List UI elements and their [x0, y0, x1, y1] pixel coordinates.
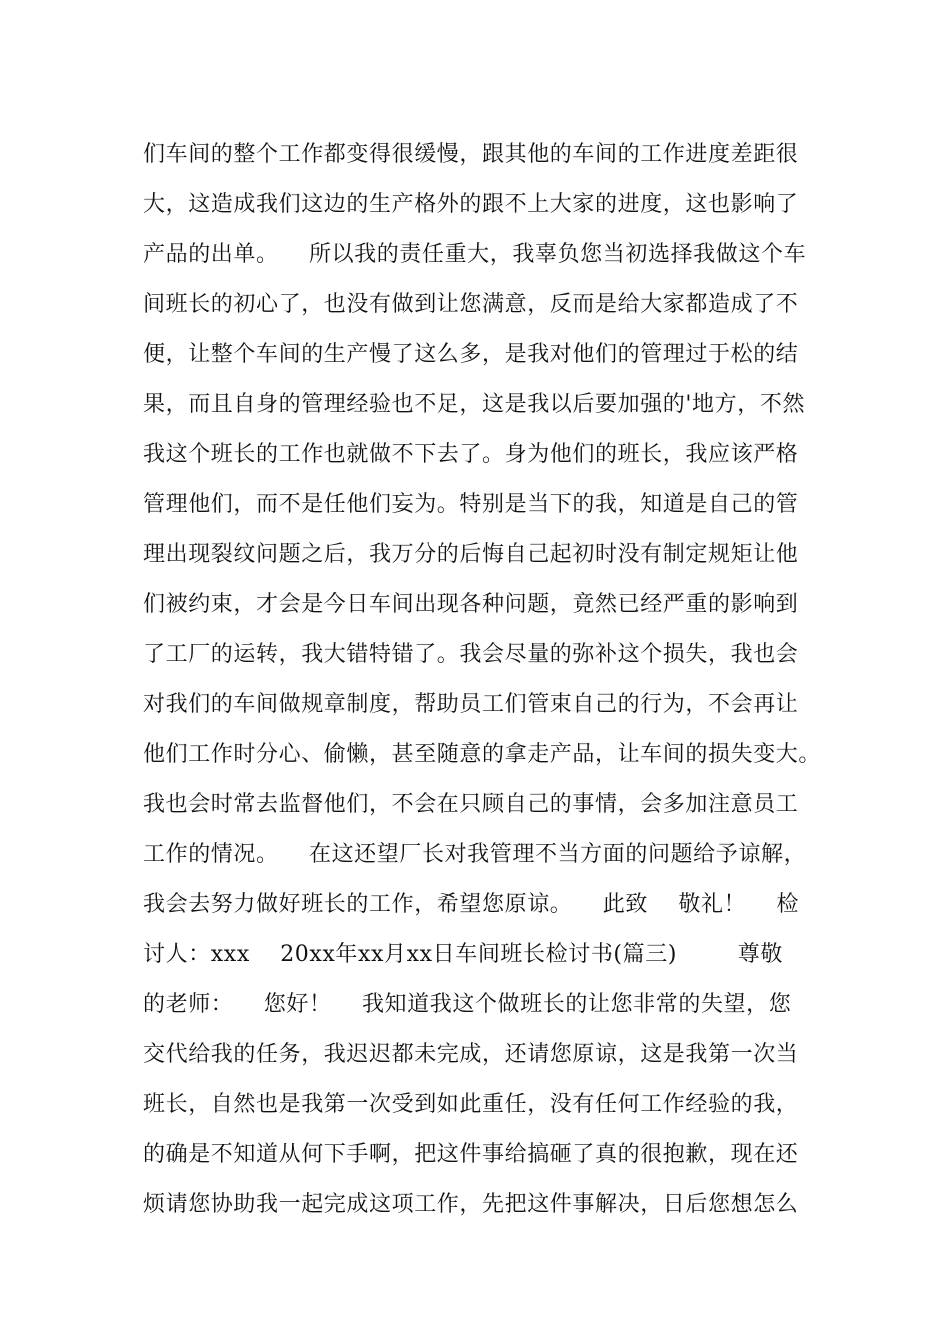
text-line: 我也会时常去监督他们，不会在只顾自己的事情，会多加注意员工: [143, 792, 799, 817]
text-line: 讨人：xxx 20xx年xx月xx日车间班长检讨书(篇三) 尊敬: [143, 942, 783, 967]
text-line: 理出现裂纹问题之后，我万分的后悔自己起初时没有制定规矩让他: [143, 542, 799, 567]
text-line: 便，让整个车间的生产慢了这么多，是我对他们的管理过于松的结: [143, 342, 799, 367]
text-line: 对我们的车间做规章制度，帮助员工们管束自己的行为，不会再让: [143, 692, 799, 717]
text-line: 我这个班长的工作也就做不下去了。身为他们的班长，我应该严格: [143, 442, 799, 467]
text-line: 他们工作时分心、偷懒，甚至随意的拿走产品，让车间的损失变大。: [143, 742, 822, 767]
text-line: 我会去努力做好班长的工作，希望您原谅。 此致 敬礼！ 检: [143, 892, 800, 917]
document-body: [143, 130, 823, 1230]
text-line: 产品的出单。 所以我的责任重大，我辜负您当初选择我做这个车: [143, 242, 807, 267]
text-line: 大，这造成我们这边的生产格外的跟不上大家的进度，这也影响了: [143, 192, 799, 217]
text-line: 的老师： 您好！ 我知道我这个做班长的让您非常的失望，您: [143, 992, 792, 1017]
text-line: 工作的情况。 在这还望厂长对我管理不当方面的问题给予谅解，: [143, 842, 807, 867]
text-line: 班长，自然也是我第一次受到如此重任，没有任何工作经验的我，: [143, 1092, 799, 1117]
text-line: 的确是不知道从何下手啊，把这件事给搞砸了真的很抱歉，现在还: [143, 1142, 799, 1167]
text-line: 交代给我的任务，我迟迟都未完成，还请您原谅，这是我第一次当: [143, 1042, 799, 1067]
text-line: 间班长的初心了，也没有做到让您满意，反而是给大家都造成了不: [143, 292, 799, 317]
text-line: 管理他们，而不是任他们妄为。特别是当下的我，知道是自己的管: [143, 492, 799, 517]
text-line: 烦请您协助我一起完成这项工作，先把这件事解决，日后您想怎么: [143, 1192, 799, 1217]
text-line: 们被约束，才会是今日车间出现各种问题，竟然已经严重的影响到: [143, 592, 799, 617]
text-line: 了工厂的运转，我大错特错了。我会尽量的弥补这个损失，我也会: [143, 642, 799, 667]
text-line: 们车间的整个工作都变得很缓慢，跟其他的车间的工作进度差距很: [143, 142, 799, 167]
text-line: 果，而且自身的管理经验也不足，这是我以后要加强的'地方，不然: [143, 392, 806, 417]
